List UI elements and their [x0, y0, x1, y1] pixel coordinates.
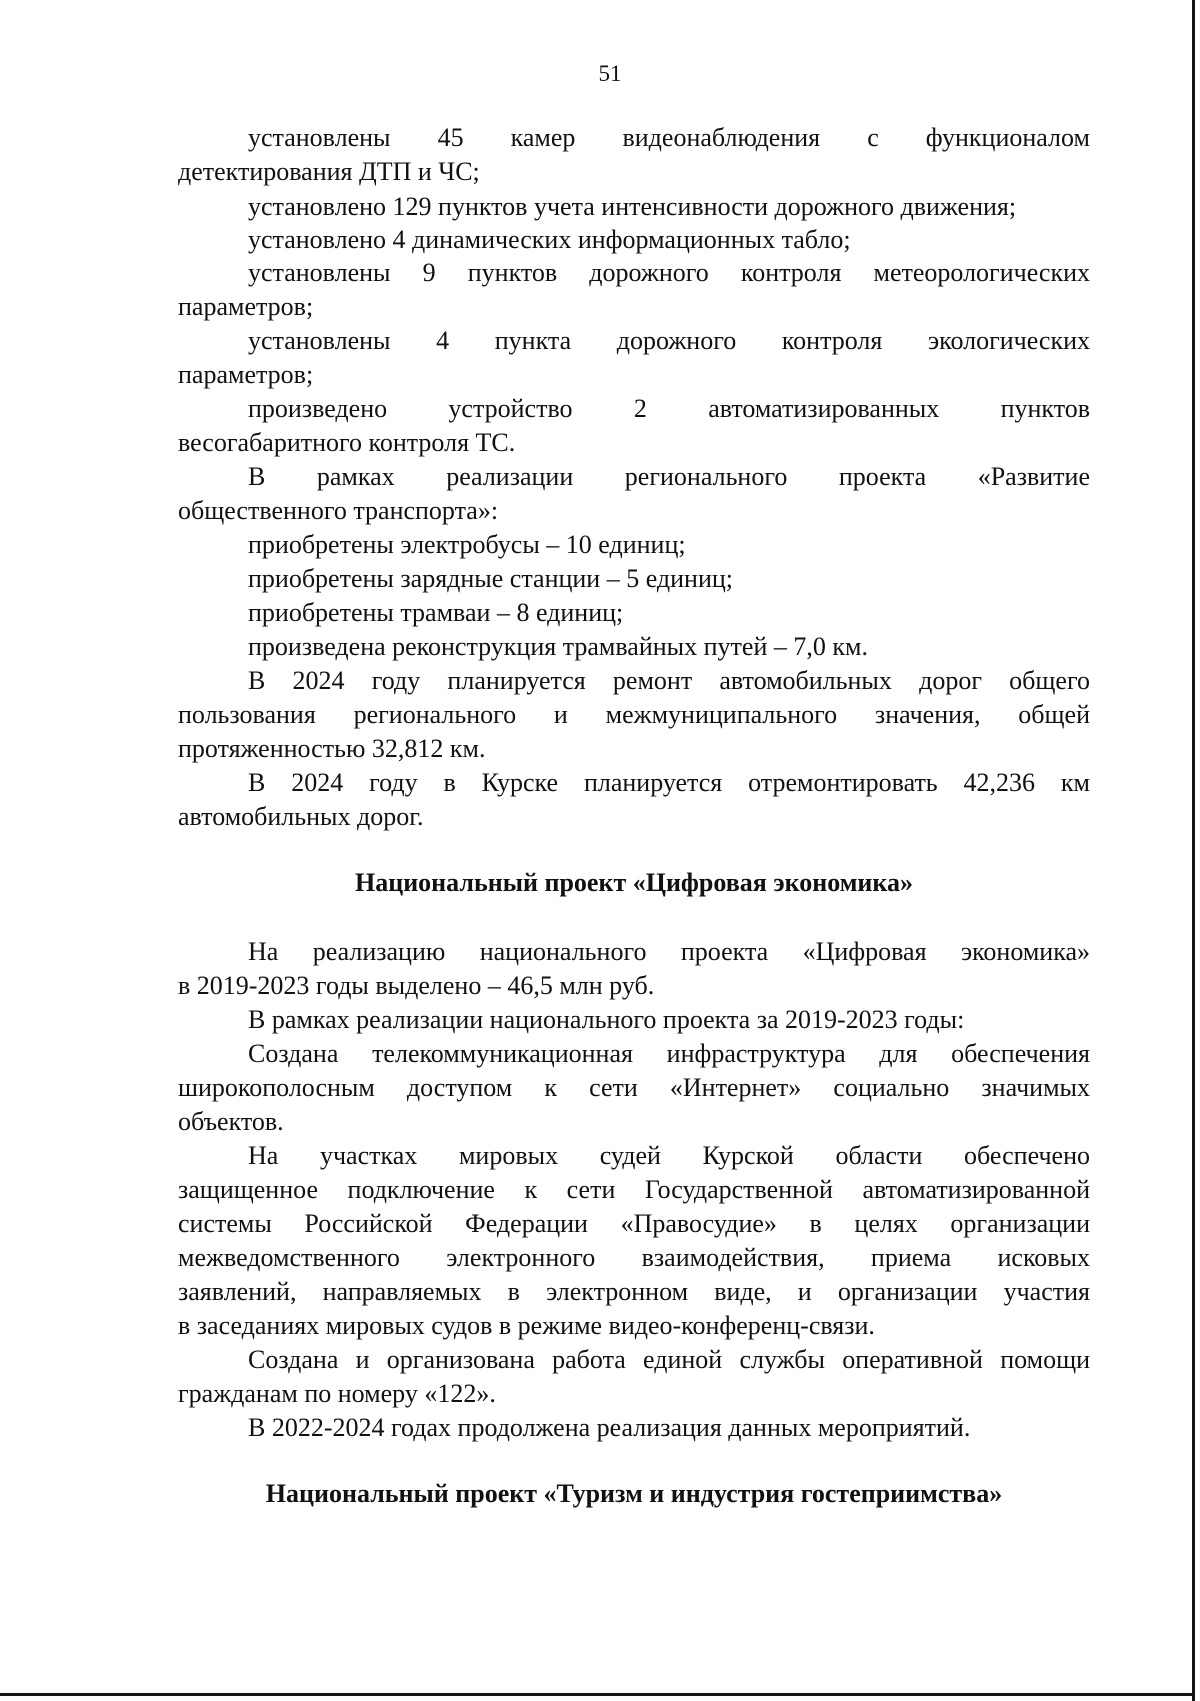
text-line: установлено 129 пунктов учета интенсивности дорожного движения;: [248, 192, 1017, 221]
text-line: детектирования ДТП и ЧС;: [178, 157, 480, 186]
text-line: установлено 4 динамических информационных табло;: [248, 225, 851, 254]
page-number: 51: [598, 61, 622, 86]
text-line: параметров;: [178, 360, 314, 389]
text-line: протяженностью 32,812 км.: [178, 734, 486, 763]
text-line: Создана и организована работа единой службы оперативной помощи: [248, 1345, 1090, 1374]
text-line: установлены 45 камер видеонаблюдения с функционалом: [248, 123, 1090, 152]
text-line: В 2024 году планируется ремонт автомобильных дорог общего: [248, 666, 1090, 695]
text-line: объектов.: [178, 1107, 284, 1136]
text-line: защищенное подключение к сети Государственной автоматизированной: [178, 1175, 1090, 1204]
text-line: Создана телекоммуникационная инфраструктура для обеспечения: [248, 1039, 1090, 1068]
text-line: общественного транспорта»:: [178, 496, 499, 525]
text-line: приобретены электробусы – 10 единиц;: [248, 530, 686, 559]
text-line: произведено устройство 2 автоматизированных пунктов: [248, 394, 1090, 423]
text-line: автомобильных дорог.: [178, 802, 424, 831]
text-line: пользования регионального и межмуниципального значения, общей: [178, 700, 1090, 729]
text-line: В 2024 году в Курске планируется отремонтировать 42,236 км: [248, 768, 1090, 797]
text-line: установлены 4 пункта дорожного контроля экологических: [248, 326, 1090, 355]
text-line: В 2022-2024 годах продолжена реализация данных мероприятий.: [248, 1413, 971, 1442]
text-line: системы Российской Федерации «Правосудие» в целях организации: [178, 1209, 1090, 1238]
text-line: межведомственного электронного взаимодействия, приема исковых: [178, 1243, 1090, 1272]
text-line: установлены 9 пунктов дорожного контроля метеорологических: [248, 258, 1090, 287]
text-line: приобретены трамваи – 8 единиц;: [248, 598, 624, 627]
text-line: гражданам по номеру «122».: [178, 1379, 496, 1408]
text-line: широкополосным доступом к сети «Интернет» социально значимых: [178, 1073, 1090, 1102]
text-line: весогабаритного контроля ТС.: [178, 428, 516, 457]
text-line: заявлений, направляемых в электронном виде, и организации участия: [178, 1277, 1090, 1306]
section-heading: Национальный проект «Цифровая экономика»: [355, 868, 913, 897]
text-line: На реализацию национального проекта «Цифровая экономика»: [248, 937, 1090, 966]
text-line: в заседаниях мировых судов в режиме видео-конференц-связи.: [178, 1311, 875, 1340]
scan-edge-bottom: [0, 1693, 1195, 1696]
text-line: в 2019-2023 годы выделено – 46,5 млн руб.: [178, 971, 655, 1000]
text-line: В рамках реализации национального проекта за 2019-2023 годы:: [248, 1005, 965, 1034]
section-heading: Национальный проект «Туризм и индустрия гостеприимства»: [265, 1479, 1003, 1508]
scan-edge-right: [1192, 0, 1195, 1701]
text-line: параметров;: [178, 292, 314, 321]
text-line: На участках мировых судей Курской области обеспечено: [248, 1141, 1090, 1170]
text-line: приобретены зарядные станции – 5 единиц;: [248, 564, 734, 593]
text-line: В рамках реализации регионального проекта «Развитие: [248, 462, 1090, 491]
text-line: произведена реконструкция трамвайных путей – 7,0 км.: [248, 632, 868, 661]
